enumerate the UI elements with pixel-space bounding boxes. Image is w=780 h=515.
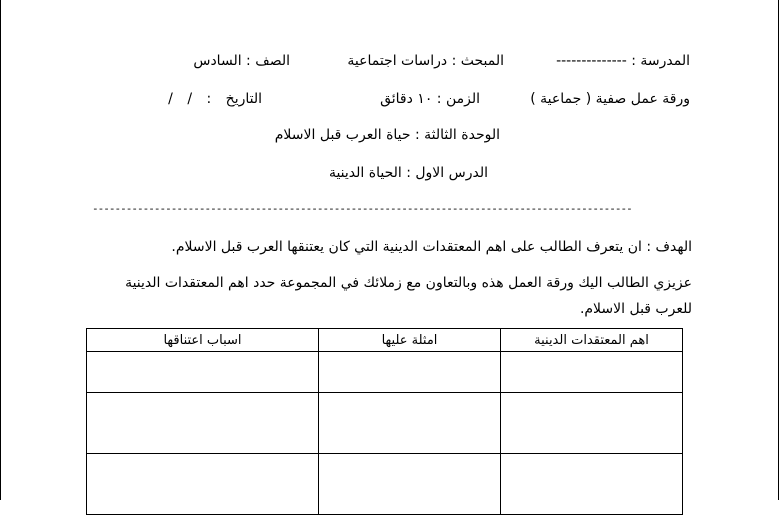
goal-text: الهدف : ان يتعرف الطالب على اهم المعتقدات الدينية التي كان يعتنقها العرب قبل الاسلام. (171, 239, 692, 255)
table-header-row (87, 329, 683, 352)
header-examples: امثلة عليها (319, 329, 501, 352)
table-cell[interactable] (87, 352, 319, 393)
table-cell[interactable] (319, 393, 501, 454)
separator-line: ------------------------------------------------------------------------------------------------ (92, 202, 632, 215)
table-row (87, 393, 683, 454)
beliefs-table (86, 328, 683, 515)
table-cell[interactable] (87, 393, 319, 454)
table-row (87, 352, 683, 393)
time-field: الزمن : ١٠ دقائق (380, 91, 480, 107)
lesson-title: الدرس الاول : الحياة الدينية (328, 165, 488, 181)
school-field: المدرسة : -------------- (556, 53, 690, 69)
header-beliefs: اهم المعتقدات الدينية (501, 329, 683, 352)
subject-field: المبحث : دراسات اجتماعية (347, 53, 504, 69)
header-reasons: اسباب اعتناقها (87, 329, 319, 352)
page-right-border (778, 0, 779, 500)
worksheet-type: ورقة عمل صفية ( جماعية ) (530, 91, 690, 107)
unit-title: الوحدة الثالثة : حياة العرب قبل الاسلام (274, 127, 500, 143)
table-cell[interactable] (501, 393, 683, 454)
table-cell[interactable] (319, 352, 501, 393)
page-left-border (0, 0, 1, 500)
table-cell[interactable] (501, 454, 683, 515)
table-row (87, 454, 683, 515)
table-cell[interactable] (87, 454, 319, 515)
grade-field: الصف : السادس (193, 53, 290, 69)
table-cell[interactable] (501, 352, 683, 393)
date-field: التاريخ : / / (168, 91, 262, 107)
instruction-text: عزيزي الطالب اليك ورقة العمل هذه وبالتعاون مع زملائك في المجموعة حدد اهم المعتقدات الدينية للعرب قبل الاسلام. (125, 275, 692, 317)
table-cell[interactable] (319, 454, 501, 515)
